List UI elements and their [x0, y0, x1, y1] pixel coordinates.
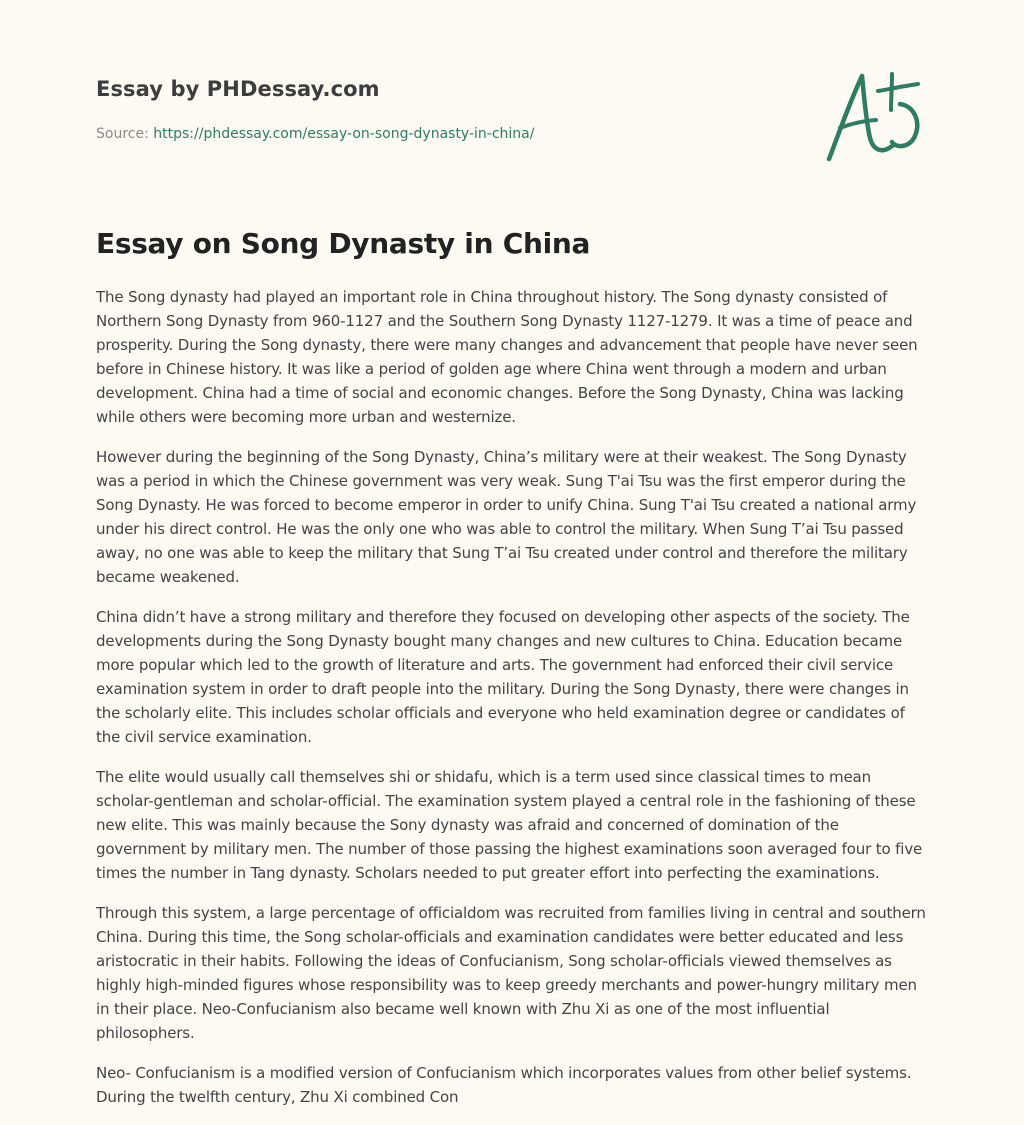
essay-paragraph: Neo- Confucianism is a modified version of Confucianism which incorporates values from other belief systems. During the twelfth century, Zhu Xi combined Con — [96, 1064, 912, 1106]
essay-paragraph: However during the beginning of the Song Dynasty, China’s military were at their weakest. The Song Dynasty was a period in which the Chinese government was very weak. Sung T'ai Tsu was the first emperor during the Song Dynasty. He was forced to become emperor in order to unify China. Sung T'ai Tsu created a national army under his direct control. He was the only one who was able to control the military. When Sung T’ai Tsu passed away, no one was able to keep the military that Sung T’ai Tsu created under control and therefore the military became weakened. — [96, 448, 917, 586]
essay-paragraph: The elite would usually call themselves shi or shidafu, which is a term used since classical times to mean scholar-gentleman and scholar-official. The examination system played a central role in the fashioning of these new elite. This was mainly because the Sony dynasty was afraid and concerned of domination of the government by military men. The number of those passing the highest examinations soon averaged four to five times the number in Tang dynasty. Scholars needed to put greater effort into perfecting the examinations. — [96, 768, 923, 882]
essay-paragraph: China didn’t have a strong military and therefore they focused on developing other aspects of the society. The developments during the Song Dynasty bought many changes and new cultures to China. Education became more popular which led to the growth of literature and arts. The government had enforced their civil service examination system in order to draft people into the military. During the Song Dynasty, there were changes in the scholarly elite. This includes scholar officials and everyone who held examination degree or candidates of the civil service examination. — [96, 608, 910, 746]
source-line — [96, 124, 534, 144]
a-plus-logo-icon — [820, 66, 930, 166]
essay-body — [96, 285, 932, 1125]
source-link[interactable]: https://phdessay.com/essay-on-song-dynasty-in-china/ — [153, 126, 535, 142]
site-title: Essay by PHDessay.com — [96, 77, 380, 101]
page-header — [96, 74, 926, 142]
essay-title: Essay on Song Dynasty in China — [96, 227, 591, 260]
essay-paragraph: Through this system, a large percentage of officialdom was recruited from families living in central and southern China. During this time, the Song scholar-officials and examination candidates were better educated and less aristocratic in their habits. Following the ideas of Confucianism, Song scholar-officials viewed themselves as highly high-minded figures whose responsibility was to keep greedy merchants and power-hungry military men in their place. Neo-Confucianism also became well known with Zhu Xi as one of the most influential philosophers. — [96, 904, 926, 1042]
essay-paragraph: The Song dynasty had played an important role in China throughout history. The Song dynasty consisted of Northern Song Dynasty from 960-1127 and the Southern Song Dynasty 1127-1279. It was a time of peace and prosperity. During the Song dynasty, there were many changes and advancement that people have never seen before in Chinese history. It was like a period of golden age where China went through a modern and urban development. China had a time of social and economic changes. Before the Song Dynasty, China was lacking while others were becoming more urban and westernize. — [96, 288, 918, 426]
source-label: Source: — [96, 126, 149, 142]
